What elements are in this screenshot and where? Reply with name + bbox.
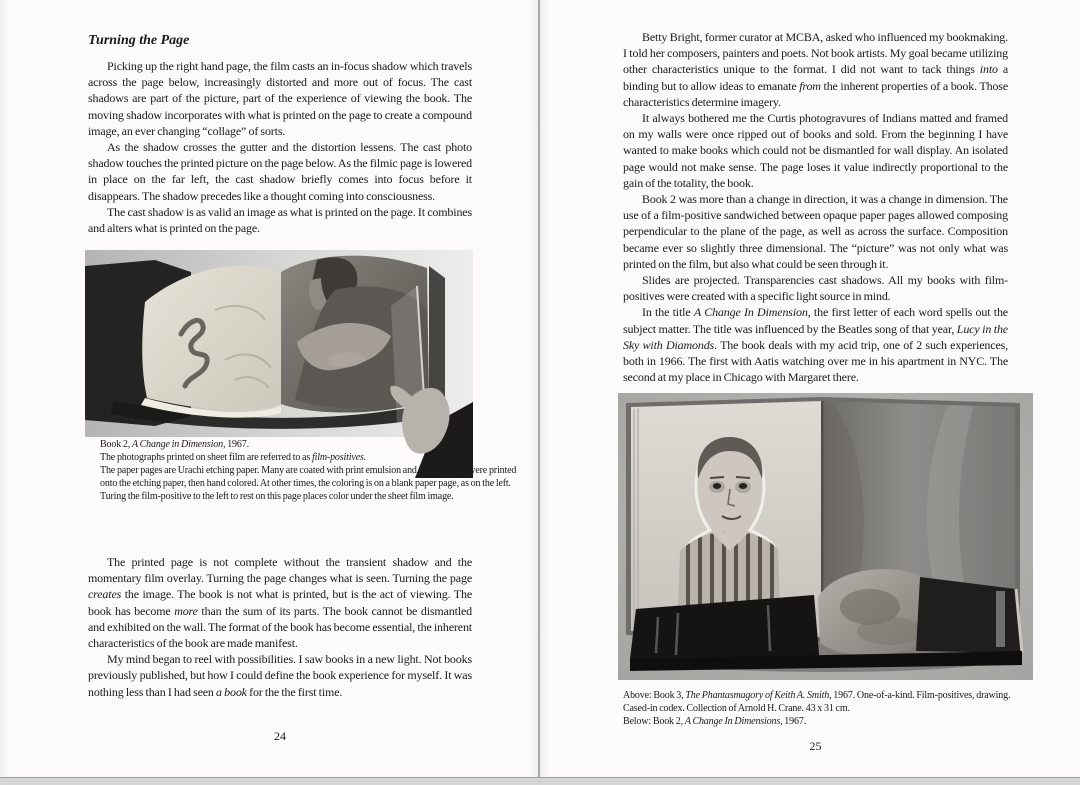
caption-line: Book 2, A Change in Dimension, 1967. [100, 439, 249, 450]
paragraph: The cast shadow is as valid an image as what is printed on the page. It combines and alters what is printed on the page. [88, 204, 472, 236]
caption-line: The photographs printed on sheet film are referred to as film-positives. [100, 452, 367, 463]
book3-photo-illustration [618, 393, 1033, 680]
blurred-face-lower [857, 617, 923, 645]
caption-line: Above: Book 3, The Phantasmagory of Keith A. Smith, 1967. One-of-a-kind. Film-positives, drawing. Cased-in codex. Collection of Arnold H. Crane. 43 x 31 cm. [623, 690, 1011, 714]
paragraph: It always bothered me the Curtis photogravures of Indians matted and framed on my walls were once ripped out of books and sold. From the beginning I have wanted to make books which could not be dismantled for wall display. An isolated page would not make sense. The page loses it value indirectly proportional to the gain of the totality, the book. [623, 111, 1008, 190]
scanner-tray [0, 777, 1080, 785]
portrait-eye [713, 483, 721, 489]
right-body [623, 29, 1008, 385]
portrait-eye [739, 483, 747, 489]
caption-line: Below: Book 2, A Change In Dimensions, 1967. [623, 716, 807, 727]
paragraph: In the title A Change In Dimension, the first letter of each word spells out the subject matter. The title was influenced by the Beatles song of that year, Lucy in the Sky with Diamonds. The book deals with my acid trip, one of 2 such experiences, both in 1966. The first with Aatis watching over me in his apartment in NYC. The second at my place in Chicago with Margaret there. [623, 305, 1008, 385]
front-book-right-pages [916, 577, 1022, 653]
right-caption [623, 689, 1015, 728]
paragraph: Betty Bright, former curator at MCBA, asked who influenced my bookmaking. I told her composers, painters and poets. Not book artists. My goal became utilizing other characteristics unique to the format. I did not want to tack things into a binding but to allow ideas to emanate from the inherent properties of a book. Those characteristics determine imagery. [623, 30, 1009, 109]
striped-shirt [678, 531, 780, 605]
paragraph: Slides are projected. Transparencies cast shadows. All my books with film-positives were created with a specific light source in mind. [623, 273, 1008, 304]
scan-edge-left [0, 0, 8, 778]
page-gutter [538, 0, 540, 778]
paragraph: Picking up the right hand page, the film casts an in-focus shadow which travels across the page below, increasingly distorted and more out of focus. The cast shadows are part of the picture, part of the experience of viewing the book. The moving shadow incorporates with what is printed on the page to create a compound image, an ever changing “collage” of sorts. [88, 59, 472, 138]
page-edge-strip [996, 591, 1005, 647]
paragraph: My mind began to reel with possibilities. I saw books in a new light. Not books previously published, but how I could define the book experience for myself. It was nothing less than I had seen a book for the the first time. [88, 652, 472, 699]
book-cover-edge [429, 266, 445, 400]
section-heading: Turning the Page [88, 33, 190, 48]
caption-line: The paper pages are Urachi etching paper. Many are coated with print emulsion and photographs were printed onto the etching paper, then hand colored. At other times, the coloring is on a blank paper page, as on the left. Turing the film-positive to the left to rest on this page places color under the sheet film image. [100, 465, 517, 502]
left-caption [100, 438, 524, 503]
paragraph: Book 2 was more than a change in direction, it was a change in dimension. The use of a film-positive sandwiched between opaque paper pages allowed composing perpendicular to the plane of the page, as well as across the surface. Composition became ever so slightly three dimensional. The “picture” was not only what was printed on the film, but also what could be seen through it. [623, 192, 1008, 271]
book3-photo [618, 393, 1033, 680]
page-number-left: 24 [274, 729, 286, 743]
page-number-right: 25 [809, 739, 822, 753]
left-body-top [88, 58, 472, 236]
paragraph: As the shadow crosses the gutter and the distortion lessens. The cast photo shadow touches the printed picture on the page below. As the filmic page is lowered in place on the far left, the cast shadow briefly comes into focus before it disappears. The shadow precedes like a thought coming into consciousness. [88, 140, 472, 203]
paragraph: The printed page is not complete without the transient shadow and the momentary film overlay. Turning the page changes what is seen. Turning the page creates the image. The book is not what is printed, but is the act of viewing. The book has become more than the sum of its parts. The book cannot be dismantled and exhibited on the wall. The format of the book has become essential, the inherent characteristics of the book are made manifest. [88, 555, 472, 651]
left-body-bottom [88, 554, 472, 700]
